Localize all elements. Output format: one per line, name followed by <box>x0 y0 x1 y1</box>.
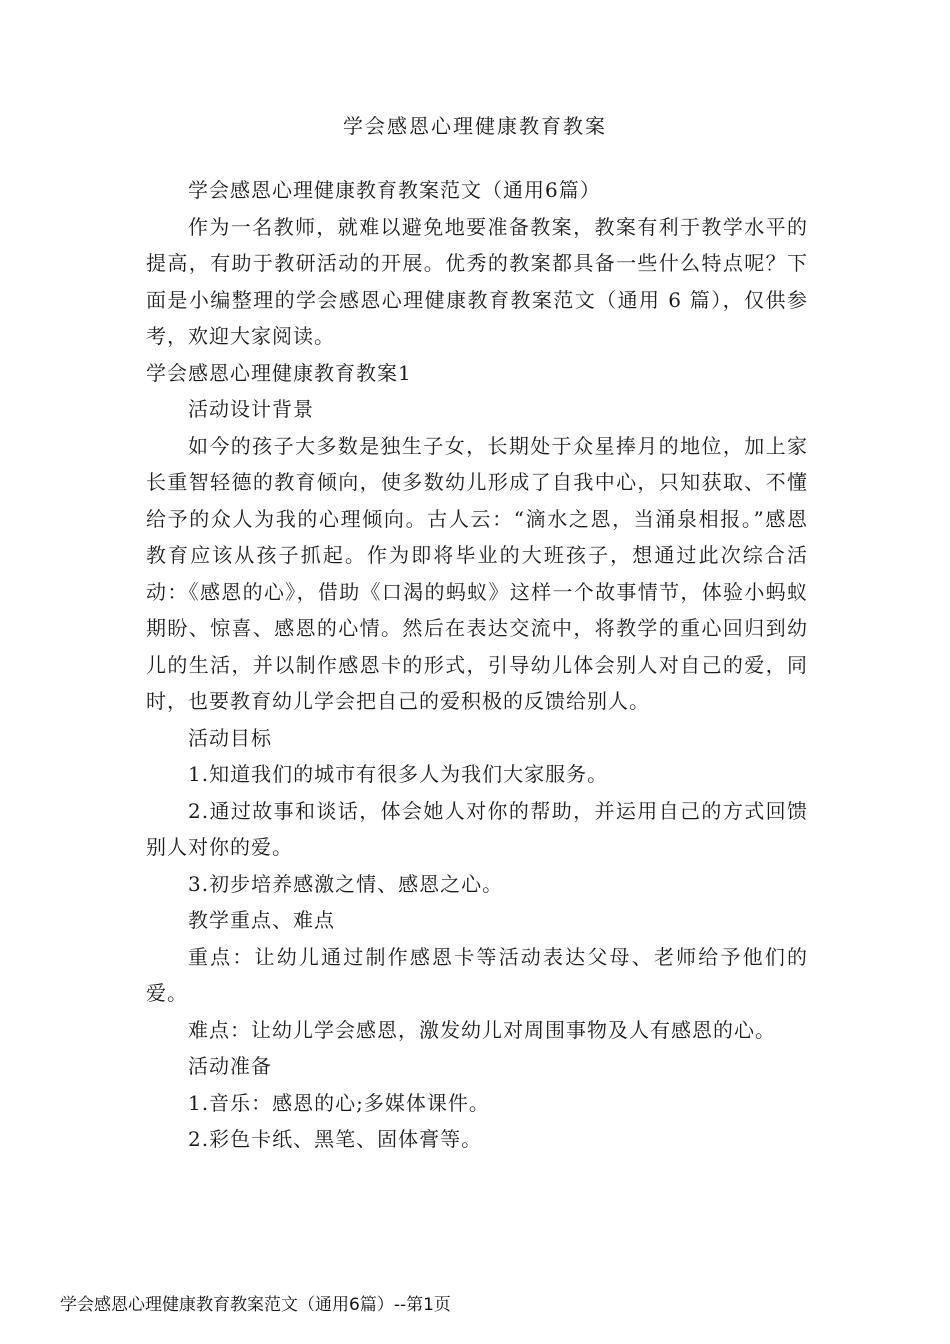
paragraph: 学会感恩心理健康教育教案1 <box>146 360 412 385</box>
document-title: 学会感恩心理健康教育教案 <box>343 114 607 138</box>
paragraph: 1.知道我们的城市有很多人为我们大家服务。 <box>188 762 609 786</box>
paragraph: 1.音乐：感恩的心;多媒体课件。 <box>188 1090 490 1115</box>
paragraph: 学会感恩心理健康教育教案范文（通用6篇） <box>188 178 601 202</box>
paragraph: 活动目标 <box>188 725 272 750</box>
page-footer: 学会感恩心理健康教育教案范文（通用6篇）--第1页 <box>60 1295 451 1315</box>
paragraph: 活动准备 <box>188 1054 272 1078</box>
paragraph: 活动设计背景 <box>188 397 314 421</box>
paragraph: 难点：让幼儿学会感恩，激发幼儿对周围事物及人有感恩的心。 <box>188 1017 776 1042</box>
document-body <box>146 172 808 1158</box>
paragraph: 教学重点、难点 <box>188 908 335 932</box>
paragraph: 2.彩色卡纸、黑笔、固体膏等。 <box>188 1127 483 1151</box>
paragraph: 3.初步培养感激之情、感恩之心。 <box>188 871 504 896</box>
paragraph: 重点：让幼儿通过制作感恩卡等活动表达父母、老师给予他们的爱。 <box>146 944 808 1005</box>
paragraph: 如今的孩子大多数是独生子女，长期处于众星捧月的地位，加上家长重智轻德的教育倾向，使多数幼儿形成了自我中心，只知获取、不懂给予的众人为我的心理倾向。古人云：“滴水之恩，当涌泉相报。”感恩教育应该从孩子抓起。作为即将毕业的大班孩子，想通过此次综合活动：《感恩的心》，借助《口渴的蚂蚁》这样一个故事情节，体验小蚂蚁期盼、惊喜、感恩的心情。然后在表达交流中，将教学的重心回归到幼儿的生活，并以制作感恩卡的形式，引导幼儿体会别人对自己的爱，同时，也要教育幼儿学会把自己的爱积极的反馈给别人。 <box>146 433 808 713</box>
paragraph: 2.通过故事和谈话，体会她人对你的帮助，并运用自己的方式回馈别人对你的爱。 <box>146 798 808 859</box>
paragraph: 作为一名教师，就难以避免地要准备教案，教案有利于教学水平的提高，有助于教研活动的开展。优秀的教案都具备一些什么特点呢？下面是小编整理的学会感恩心理健康教育教案范文（通用 6 篇），仅供参考，欢迎大家阅读。 <box>146 214 808 348</box>
